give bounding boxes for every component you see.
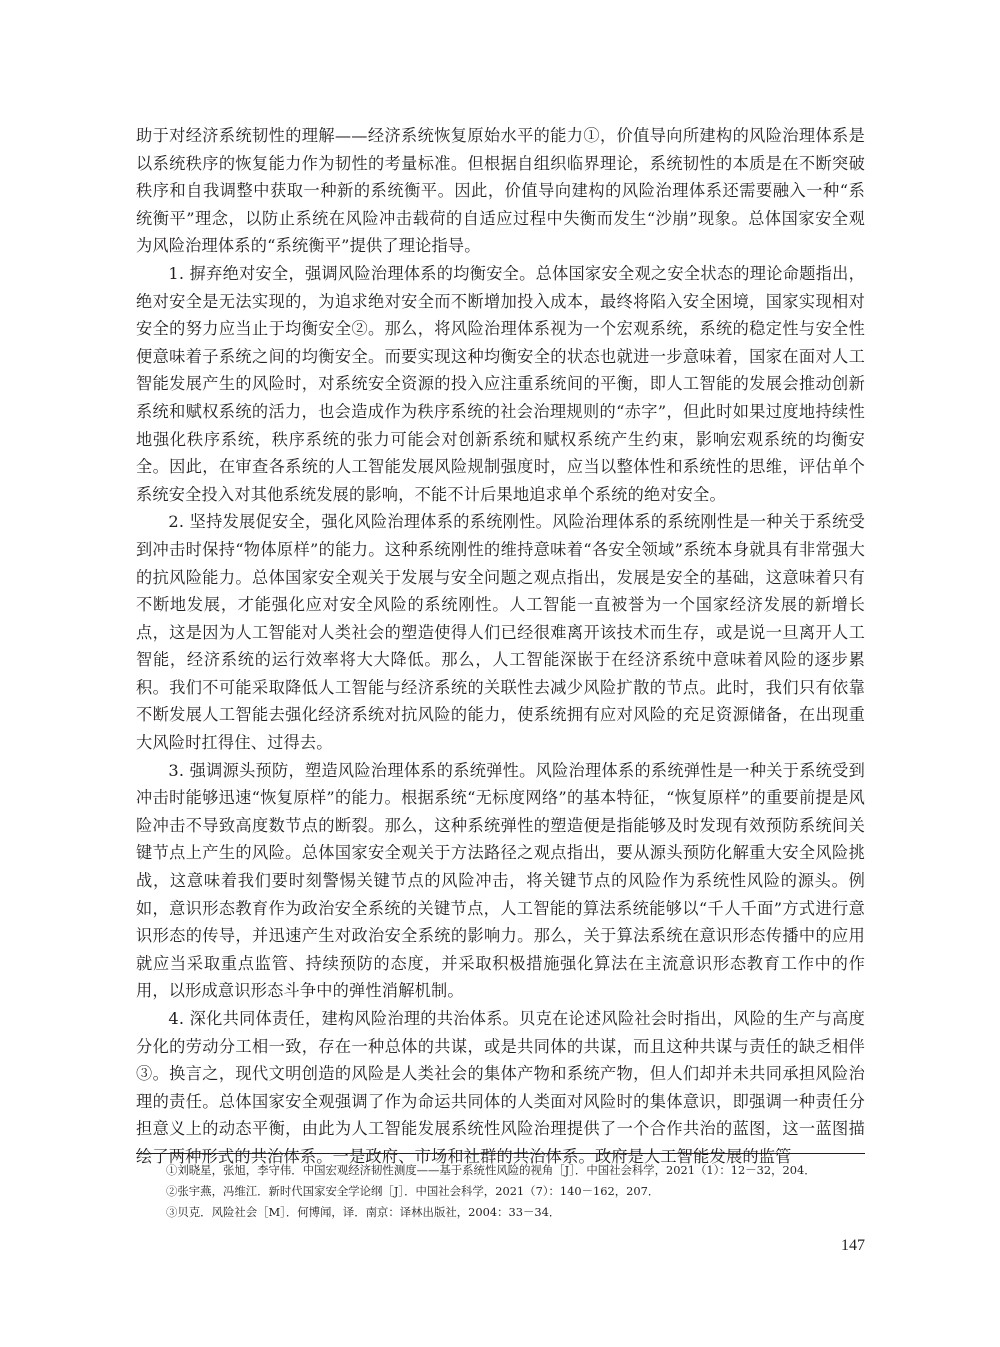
page-number: 147 — [841, 1237, 865, 1254]
footnote-1: ①刘晓星，张旭，李守伟．中国宏观经济韧性测度——基于系统性风险的视角［J］．中国社会科学，2021（1）：12－32，204． — [166, 1163, 816, 1177]
footnote-2: ②张宇燕，冯维江．新时代国家安全学论纲［J］．中国社会科学，2021（7）：140－162，207． — [166, 1184, 660, 1198]
paragraph-co-governance: 4. 深化共同体责任，建构风险治理的共治体系。贝克在论述风险社会时指出，风险的生产与高度分化的劳动分工相一致，存在一种总体的共谋，或是共同体的共谋，而且这种共谋与责任的缺乏相伴③。换言之，现代文明创造的风险是人类社会的集体产物和系统产物，但人们却并未共同承担风险治理的责任。总体国家安全观强调了作为命运共同体的人类面对风险时的集体意识，即强调一种责任分担意义上的动态平衡，由此为人工智能发展系统性风险治理提供了一个合作共治的蓝图，这一蓝图描绘了两种形式的共治体系。一是政府、市场和社群的共治体系。政府是人工智能发展的监管 — [136, 1009, 865, 1166]
paragraph-continuation: 助于对经济系统韧性的理解——经济系统恢复原始水平的能力①，价值导向所建构的风险治理体系是以系统秩序的恢复能力作为韧性的考量标准。但根据自组织临界理论，系统韧性的本质是在不断突破秩序和自我调整中获取一种新的系统衡平。因此，价值导向建构的风险治理体系还需要融入一种“系统衡平”理念，以防止系统在风险冲击载荷的自适应过程中失衡而发生“沙崩”现象。总体国家安全观为风险治理体系的“系统衡平”提供了理论指导。 — [136, 126, 865, 256]
paragraph-system-rigidity: 2. 坚持发展促安全，强化风险治理体系的系统刚性。风险治理体系的系统刚性是一种关于系统受到冲击时保持“物体原样”的能力。这种系统刚性的维持意味着“各安全领域”系统本身就具有非常强大的抗风险能力。总体国家安全观关于发展与安全问题之观点指出，发展是安全的基础，这意味着只有不断地发展，才能强化应对安全风险的系统刚性。人工智能一直被誉为一个国家经济发展的新增长点，这是因为人工智能对人类社会的塑造使得人们已经很难离开该技术而生存，或是说一旦离开人工智能，经济系统的运行效率将大大降低。那么，人工智能深嵌于在经济系统中意味着风险的逐步累积。我们不可能采取降低人工智能与经济系统的关联性去减少风险扩散的节点。此时，我们只有依靠不断发展人工智能去强化经济系统对抗风险的能力，使系统拥有应对风险的充足资源储备，在出现重大风险时扛得住、过得去。 — [136, 512, 865, 753]
body-text — [136, 122, 865, 1171]
footnote-3: ③贝克．风险社会［M］．何博闻，译．南京：译林出版社，2004：33－34． — [166, 1205, 561, 1219]
paragraph-balanced-security: 1. 摒弃绝对安全，强调风险治理体系的均衡安全。总体国家安全观之安全状态的理论命题指出，绝对安全是无法实现的，为追求绝对安全而不断增加投入成本，最终将陷入安全困境，国家实现相对安全的努力应当止于均衡安全②。那么，将风险治理体系视为一个宏观系统，系统的稳定性与安全性便意味着子系统之间的均衡安全。而要实现这种均衡安全的状态也就进一步意味着，国家在面对人工智能发展产生的风险时，对系统安全资源的投入应注重系统间的平衡，即人工智能的发展会推动创新系统和赋权系统的活力，也会造成作为秩序系统的社会治理规则的“赤字”，但此时如果过度地持续性地强化秩序系统，秩序系统的张力可能会对创新系统和赋权系统产生约束，影响宏观系统的均衡安全。因此，在审查各系统的人工智能发展风险规制强度时，应当以整体性和系统性的思维，评估单个系统安全投入对其他系统发展的影响，不能不计后果地追求单个系统的绝对安全。 — [136, 263, 865, 504]
footnotes — [136, 1153, 865, 1223]
paragraph-system-elasticity: 3. 强调源头预防，塑造风险治理体系的系统弹性。风险治理体系的系统弹性是一种关于系统受到冲击时能够迅速“恢复原样”的能力。根据系统“无标度网络”的基本特征，“恢复原样”的重要前提是风险冲击不导致高度数节点的断裂。那么，这种系统弹性的塑造便是指能够及时发现有效预防系统间关键节点上产生的风险。总体国家安全观关于方法路径之观点指出，要从源头预防化解重大安全风险挑战，这意味着我们要时刻警惕关键节点的风险冲击，将关键节点的风险作为系统性风险的源头。例如，意识形态教育作为政治安全系统的关键节点，人工智能的算法系统能够以“千人千面”方式进行意识形态的传导，并迅速产生对政治安全系统的影响力。那么，关于算法系统在意识形态传播中的应用就应当采取重点监管、持续预防的态度，并采取积极措施强化算法在主流意识形态教育工作中的作用，以形成意识形态斗争中的弹性消解机制。 — [136, 760, 865, 1001]
